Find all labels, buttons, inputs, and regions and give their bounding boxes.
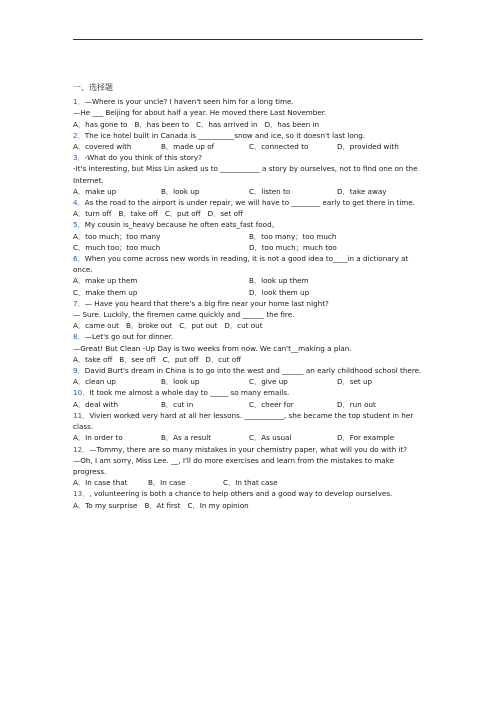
options-row (73, 119, 425, 130)
question-text: My cousin is_heavy because he often eats_fast food。 (84, 220, 279, 230)
answer-option[interactable]: C．give up (249, 377, 288, 387)
question-item (73, 152, 425, 197)
question-item (73, 387, 425, 409)
question-number: 7． (73, 298, 85, 308)
question-line (73, 444, 425, 455)
question-line (73, 96, 425, 107)
answer-option[interactable]: D．cut out (224, 321, 263, 331)
question-line (73, 298, 425, 309)
question-item (73, 298, 425, 332)
options-row (73, 376, 425, 387)
answer-option[interactable]: A．covered with (73, 142, 132, 152)
answer-option[interactable]: C．has arrived in (196, 119, 258, 129)
answer-option[interactable]: C．put off (162, 354, 199, 364)
question-item (73, 197, 425, 219)
question-text: David Burt's dream in China is to go into the west and ______ an early childhood school there. (84, 366, 422, 376)
answer-option[interactable]: A．clean up (73, 377, 116, 387)
options-row (73, 231, 425, 253)
options-row (73, 500, 425, 511)
answer-option[interactable]: A．came out (73, 321, 119, 331)
question-number: 1． (73, 97, 85, 107)
answer-option[interactable]: D．run out (337, 399, 376, 409)
question-item (73, 331, 425, 365)
question-list (73, 96, 425, 511)
question-number: 13． (73, 489, 90, 499)
question-line (73, 309, 425, 320)
answer-option[interactable]: A．To my surprise (73, 500, 138, 510)
question-line (73, 253, 425, 275)
question-text: —Let's go out for dinner. (84, 332, 174, 342)
answer-option[interactable]: D．look them up (249, 287, 310, 297)
question-text: -What do you think of this story? (84, 153, 202, 163)
answer-option[interactable]: B．In case (148, 478, 186, 488)
question-line (73, 331, 425, 342)
question-line (73, 107, 425, 118)
answer-option[interactable]: B．take off (118, 209, 158, 219)
question-number: 8． (73, 332, 85, 342)
question-item (73, 410, 425, 444)
options-row (73, 432, 425, 443)
question-number: 12． (73, 444, 90, 454)
question-line (73, 219, 425, 230)
answer-option[interactable]: A．In order to (73, 433, 123, 443)
question-line (73, 410, 425, 432)
question-number: 5． (73, 220, 85, 230)
answer-option[interactable]: A．make up (73, 186, 117, 196)
question-item (73, 253, 425, 298)
question-number: 9． (73, 366, 85, 376)
question-text: Vivien worked very hard at all her lessons. ___________, she became the top student in her class. (73, 410, 414, 432)
answer-option[interactable]: B．look up (161, 377, 200, 387)
question-text: — Have you heard that there's a big fire near your home last night? (84, 298, 329, 308)
question-number: 11． (73, 410, 90, 420)
answer-option[interactable]: B．made up of (161, 142, 215, 152)
answer-option[interactable]: B．look up them (249, 276, 309, 286)
answer-option[interactable]: B．look up (161, 186, 200, 196)
answer-option[interactable]: B．broke out (125, 321, 173, 331)
question-line (73, 488, 425, 499)
question-item (73, 130, 425, 152)
question-line (73, 343, 425, 354)
answer-option[interactable]: D．take away (337, 186, 387, 196)
options-row (73, 141, 425, 152)
question-item (73, 444, 425, 489)
answer-option[interactable]: A．deal with (73, 399, 119, 409)
question-line (73, 163, 425, 185)
question-number: 4． (73, 198, 85, 208)
answer-option[interactable]: D．too much；much too (249, 242, 337, 252)
question-item (73, 365, 425, 387)
question-number: 6． (73, 254, 85, 264)
document-body (73, 82, 425, 511)
question-text: —Where is your uncle? I haven't seen him for a long time. (84, 97, 294, 107)
question-text: —Oh, I am sorry, Miss Lee. __, I'll do more exercises and learn from the mistakes to make progress. (73, 455, 394, 476)
answer-option[interactable]: B．too many；too much (249, 231, 337, 241)
answer-option[interactable]: A．too much；too many (73, 231, 161, 241)
options-row (73, 477, 425, 488)
question-line (73, 130, 425, 141)
answer-option[interactable]: C．In that case (223, 478, 278, 488)
options-row (73, 208, 425, 219)
question-line (73, 387, 425, 398)
question-text: It took me almost a whole day to _____ so many emails. (89, 388, 290, 398)
answer-option[interactable]: B．has been to (134, 119, 190, 129)
answer-option[interactable]: D．provided with (337, 142, 399, 152)
question-text: -It's interesting, but Miss Lin asked us to ___________ a story by ourselves, not to find one on the Internet. (73, 164, 418, 185)
question-text: —He ___ Beijing for about half a year. He moved there Last November. (73, 108, 327, 118)
answer-option[interactable]: A．take off (73, 354, 113, 364)
question-number: 3． (73, 153, 85, 163)
question-text: , volunteering is both a chance to help others and a good way to develop ourselves. (89, 489, 393, 499)
answer-option[interactable]: C．listen to (249, 186, 291, 196)
question-line (73, 455, 425, 477)
answer-option[interactable]: A．has gone to (73, 119, 128, 129)
options-row (73, 320, 425, 331)
question-item (73, 96, 425, 130)
header-rule (73, 39, 423, 40)
question-text: —Great! But Clean -Up Day is two weeks from now. We can't__making a plan. (73, 343, 352, 353)
question-text: As the road to the airport is under repair, we will have to ________ early to get there in time. (84, 198, 416, 208)
answer-option[interactable]: C．put out (179, 321, 218, 331)
answer-option[interactable]: A．make up them (73, 276, 138, 286)
answer-option[interactable]: A．turn off (73, 209, 112, 219)
section-title: 一、选择题 (73, 83, 113, 92)
options-row (73, 186, 425, 197)
answer-option[interactable]: D．For example (337, 433, 395, 443)
question-item (73, 219, 425, 253)
answer-option[interactable]: C．connected to (249, 142, 309, 152)
answer-option[interactable]: B．At first (144, 500, 181, 510)
question-text: — Sure. Luckily, the firemen came quickly and ______ the fire. (73, 310, 295, 320)
question-item (73, 488, 425, 510)
question-text: When you come across new words in reading, it is not a good idea to____in a dictionary at once. (73, 254, 409, 275)
answer-option[interactable]: C．put off (164, 209, 201, 219)
answer-option[interactable]: C．cheer for (249, 399, 294, 409)
answer-option[interactable]: C．make them up (73, 287, 138, 297)
options-row (73, 354, 425, 365)
question-number: 10． (73, 388, 90, 398)
answer-option[interactable]: A．In case that (73, 478, 128, 488)
options-row (73, 399, 425, 410)
answer-option[interactable]: C．much too；too much (73, 242, 161, 252)
answer-option[interactable]: C．As usual (249, 433, 292, 443)
answer-option[interactable]: D．cut off (205, 354, 242, 364)
question-line (73, 152, 425, 163)
answer-option[interactable]: C．In my opinion (187, 500, 249, 510)
question-line (73, 197, 425, 208)
answer-option[interactable]: D．set up (337, 377, 373, 387)
question-line (73, 365, 425, 376)
question-text: —Tommy, there are so many mistakes in your chemistry paper, what will you do with it? (89, 444, 408, 454)
answer-option[interactable]: B．see off (119, 354, 156, 364)
question-text: The ice hotel built in Canada is __________snow and ice, so it doesn't last long. (84, 130, 366, 140)
answer-option[interactable]: B．As a result (161, 433, 212, 443)
answer-option[interactable]: D．has been in (264, 119, 320, 129)
answer-option[interactable]: D．set off (207, 209, 243, 219)
options-row (73, 275, 425, 297)
answer-option[interactable]: B．cut in (161, 399, 194, 409)
question-number: 2． (73, 130, 85, 140)
